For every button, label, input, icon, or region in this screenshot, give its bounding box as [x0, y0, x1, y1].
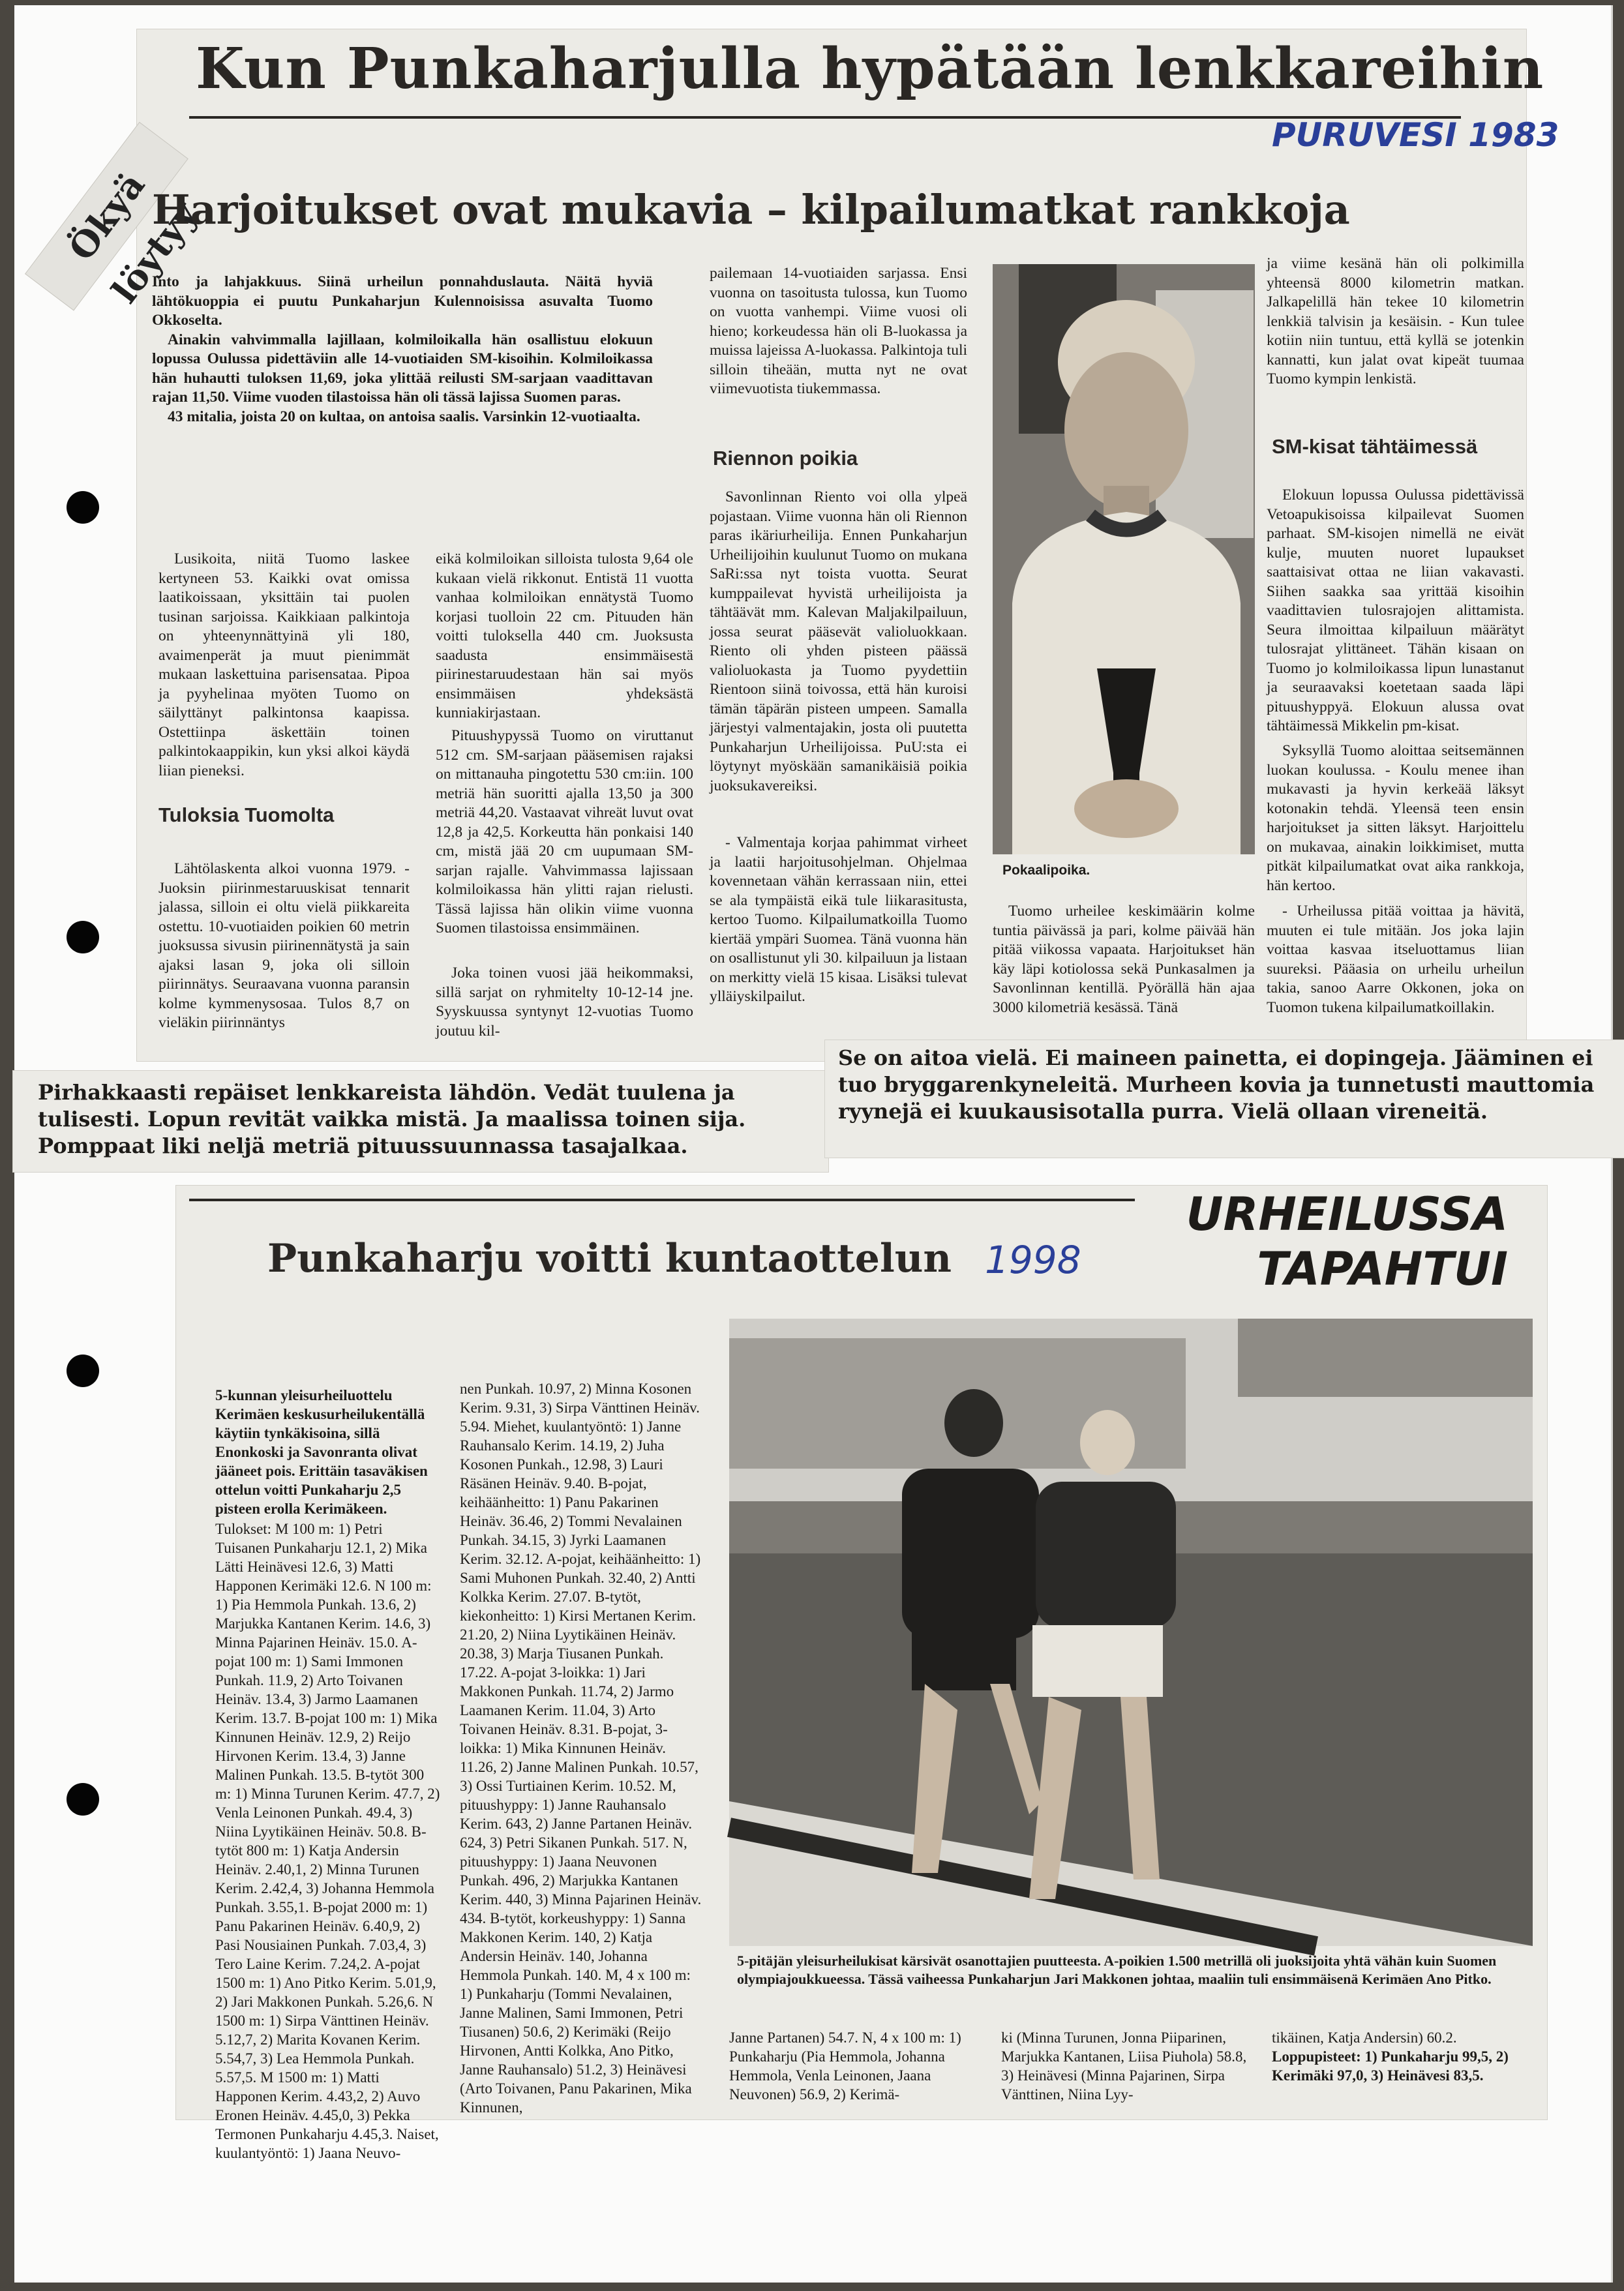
body-text: Lusikoita, niitä Tuomo laskee kertyneen 53. Kaikki ovat omissa laatikoissaan, yksittäin tai puolen tusinan sarjoissa. Kaikkiaan palkintoja on yhteenynnättyinä yli 180, avaimenperät ja muut pienimmät mukaan laskettuina parisensataa. Pipoa ja pyyhelinaa myöten Tuomo on säilyttänyt palkintonsa kaapissa. Ostettiinpa äskettäin toinen palkintokaappikin, kun yksi alkoi käydä liian pieneksi.	[158, 550, 410, 779]
subheading-tuloksia: Tuloksia Tuomolta	[158, 803, 335, 826]
body-column-4d	[1267, 902, 1524, 1032]
runners-photo	[729, 1319, 1533, 1946]
body-column-4c	[1267, 741, 1524, 901]
body-text: Syksyllä Tuomo aloittaa seitsemännen luokan koulussa. - Koulu menee ihan mukavasti ja hyvin kerkeää läksyt kotonakin tehdä. Yleensä teen ensin harjoitukset ja sitten läksyt. Harjoittelu on mukavaa, ainakin loikkimiset, mutta pitkät kilpailumatkat ovat aika rankkoja, hän kertoo.	[1267, 742, 1524, 894]
punch-hole	[67, 1355, 99, 1387]
lead-paragraph: Ainakin vahvimmalla lajillaan, kolmiloikalla hän osallistuu elokuun lopussa Oulussa pidettäviin alle 14-vuotiaiden SM-kisoihin. Kolmiloikassa hän huhautti tuloksen 11,69, joka ylittää reilusti SM-sarjaan vaadittavan rajan 11,50. Viime vuoden tilastoissa hän oli tässä lajissa Suomen paras.	[152, 331, 653, 406]
trophy-portrait-image	[993, 264, 1255, 854]
body-column-3c	[710, 833, 967, 1029]
body-column-2c	[436, 964, 693, 1042]
body-text: Lähtölaskenta alkoi vuonna 1979. - Juoksin piirinmestaruuskisat tennarit jalassa, silloin ei oltu vielä piikkareita ostettu. 10-vuotiaiden poikien 60 metrin juoksussa sivusin piirinennätystä ja sain ajaksi lasan 9, joka oli silloin piirinnätys. Seuraavana vuonna paransin kolme kymmenysosaa. Tulos 8,7 on vieläkin piirinnäntys	[158, 860, 410, 1031]
handwritten-source-note: PURUVESI 1983	[1272, 116, 1559, 154]
body-text: - Valmentaja korjaa pahimmat virheet ja laatii harjoitusohjelman. Ohjelmaa kovennetaan vähän kerrassaan niin, ettei se ala tympäistä eikä tule liikarasitusta, kertoo Tuomo. Kilpailumatkoilla Tuomo kiertää ympäri Suomea. Tänä vuonna hän on osallistunut yli 30. kilpailuun ja listaan on merkitty vielä 15 kisaa. Lisäksi tulevat ylläiyskilpailut.	[710, 834, 967, 1005]
body-text: eikä kolmiloikan silloista tulosta 9,64 ole kukaan vielä rikkonut. Entistä 11 vuotta vanhaa kolmiloikan ennätystä Tuomo korjasi tuolloin 22 cm. Pituuden hän voitti tuloksella 440 cm. Juoksusta saadusta ensimmäisestä piirinestaruudestaan hän sai myös ensimmäisen yhdeksästä kunniakirjastaan.	[436, 550, 693, 721]
tape-label: Ökyä löytyy	[25, 122, 188, 311]
headline: Punkaharju voitti kuntaottelun	[267, 1236, 952, 1281]
runners-image	[729, 1319, 1533, 1946]
poem-text-right: Se on aitoa vielä. Ei maineen painetta, ei dopingeja. Jääminen ei tuo bryggarenkyneleitä. Murheen kovia ja tunnetusti mauttomia ryynejä ei kuukausisotalla purra. Vielä ollaan vireneitä.	[838, 1045, 1595, 1124]
lead-paragraph: 43 mitalia, joista 20 on kultaa, on antoisa saalis. Varsinkin 12-vuotiaalta.	[168, 408, 640, 425]
body-column-3	[710, 264, 967, 414]
results-text: tikäinen, Katja Andersin) 60.2.	[1272, 2029, 1457, 2046]
subheading-riennon: Riennon poikia	[713, 447, 858, 470]
body-column-1	[158, 550, 410, 778]
results-text: ki (Minna Turunen, Jonna Piiparinen, Marjukka Kantanen, Liisa Piuhola) 58.8, 3) Heinävesi (Minna Pajarinen, Sirpa Vänttinen, Niina Lyy-	[1001, 2029, 1247, 2103]
body-text: Tuomo urheilee keskimäärin kolme tuntia päivässä ja pari, kolme päivää hän pitää viikossa vapaata. Harjoitukset hän käy läpi kotiolossa sekä Punkasalmen ja Savonlinnan kentillä. Pyörällä hän ajaa 3000 kilometriä kesässä. Tänä	[993, 903, 1255, 1016]
body-text: Pituushypyssä Tuomo on viruttanut 512 cm. SM-sarjaan pääsemisen rajaksi on mittanauha pingotettu 530 cm:iin. 100 metriä hän suoritti ajalla 13,50 ja 300 metriä 44,20. Vastaavat vihreät luvut ovat 12,8 ja 42,5. Korkeutta hän ponkaisi 140 cm, mistä jää 20 cm uupumaan SM-sarjan rajalle. Vahvimmassa lajissaan kolmiloikassa hän ylitti rajan rielusti. Tässä lajissa hän olikin viime vuonna Suomen tilastoissa ensimmäinen.	[436, 727, 693, 936]
subheading-sm-kisat: SM-kisat tähtäimessä	[1272, 435, 1478, 458]
body-text: Elokuun lopussa Oulussa pidettävissä Vetoapukisoissa kilpailevat Suomen parhaat. SM-kisojen nimellä ne eivät kulje, muuten nuoret lupaukset saattaisivat ottaa ne liian vakavasti. Siihen saakka saa yrittää kisoihin vaadittavien tulosrajojen alittamista. Seura ilmoittaa kilpailuun määrätyt tulosrajat ylittäneet. Tähän kisaan on Tuomo jo kolmiloikassa lipun lunastanut ja seuraavaksi koetetaan saada läpi pituushyppyä. Elokuun alussa ovat tähtäimessä Mikkelin pm-kisat.	[1267, 487, 1524, 734]
results-text: nen Punkah. 10.97, 2) Minna Kosonen Kerim. 9.31, 3) Sirpa Vänttinen Heinäv. 5.94. Miehet, kuulantyöntö: 1) Janne Rauhansalo Kerim. 14.19, 2) Juha Kosonen Punkah., 12.98, 3) Lauri Räsänen Heinäv. 9.40. B-pojat, keihäänheitto: 1) Panu Pakarinen Heinäv. 36.46, 2) Tommi Nevalainen Punkah. 34.15, 3) Jyrki Laamanen Kerim. 32.12. A-pojat, keihäänheitto: 1) Sami Muhonen Punkah. 32.40, 2) Antti Kolkka Kerim. 27.07. B-tytöt, kiekonheitto: 1) Kirsi Mertanen Kerim. 21.20, 2) Niina Lyytikäinen Heinäv. 20.38, 3) Marja Tiusanen Punkah. 17.22. A-pojat 3-loikka: 1) Jari Makkonen Punkah. 11.74, 2) Jarmo Laamanen Kerim. 11.04, 3) Arto Toivanen Heinäv. 8.31. B-pojat, 3-loikka: 1) Mika Kinnunen Heinäv. 11.26, 2) Janne Malinen Punkah. 10.57, 3) Ossi Turtiainen Kerim. 10.52. M, pituushyppy: 1) Janne Rauhansalo Kerim. 643, 2) Janne Partanen Heinäv. 624, 3) Petri Sikanen Punkah. 517. N, pituushyppy: 1) Jaana Neuvonen Punkah. 496, 2) Marjukka Kantanen Kerim. 440, 3) Minna Pajarinen Heinäv. 434. B-tytöt, korkeushyppy: 1) Sanna Makkonen Kerim. 140, 2) Katja Andersin Heinäv. 140, Johanna Hemmola Punkah. 140. M, 4 x 100 m: 1) Punkaharju (Tommi Nevalainen, Janne Malinen, Sami Immonen, Petri Tiusanen) 50.6, 2) Kerimäki (Reijo Hirvonen, Antti Kolkka, Ano Pitko, Janne Rauhansalo) 51.2, 3) Heinävesi (Arto Toivanen, Panu Pakarinen, Mika Kinnunen,	[460, 1381, 702, 2116]
article-lead	[152, 273, 653, 504]
section-rule	[189, 1199, 1135, 1201]
body-column-2b	[436, 726, 693, 965]
photo-caption: Pokaalipoika.	[1002, 863, 1090, 878]
body-text: Joka toinen vuosi jää heikommaksi, sillä sarjat on ryhmitelty 10-12-14 jne. Syyskuussa syntynyt 12-vuotias Tuomo joutuu kil-	[436, 965, 693, 1040]
body-text: ja viime kesänä hän oli polkimilla yhteensä 8000 kilometrin matkan. Jalkapelillä hän tekee 10 kilometrin lenkkiä talvisin ja kesäisin. - Kun tulee kotiin niin tuntuu, että kyllä se jotenkin kannatti, kun jalat ovat kipeät tuumaa Tuomo kympin lenkistä.	[1267, 255, 1524, 387]
poem-text-left: Pirhakkaasti repäiset lenkkareista lähdön. Vedät tuulena ja tulisesti. Lopun revität vaikka mistä. Ja maalissa toinen sija. Pomppaat liki neljä metriä pituussuunnassa tasajalkaa.	[38, 1080, 746, 1158]
results-column-4	[1001, 2028, 1249, 2106]
punch-hole	[67, 921, 99, 953]
results-column-5	[1272, 2028, 1520, 2106]
results-column-1	[215, 1386, 440, 2161]
punch-hole	[67, 1783, 99, 1816]
body-column-4	[1267, 254, 1524, 408]
article-lead: 5-kunnan yleisurheiluottelu Kerimäen keskusurheilukentällä käytiin tynkäkisoina, sillä Enonkoski ja Savonranta olivat jääneet pois. Erittäin tasaväkisen ottelun voitti Punkaharju 2,5 pisteen erolla Kerimäkeen.	[215, 1387, 428, 1517]
body-column-3b	[710, 488, 967, 833]
punch-hole	[67, 491, 99, 524]
section-title	[1109, 1187, 1508, 1296]
final-points: Loppupisteet: 1) Punkaharju 99,5, 2) Kerimäki 97,0, 3) Heinävesi 83,5.	[1272, 2048, 1509, 2084]
body-column-1b	[158, 860, 410, 1045]
results-text: Janne Partanen) 54.7. N, 4 x 100 m: 1) Punkaharju (Pia Hemmola, Johanna Hemmola, Venla Leinonen, Jaana Neuvonen) 56.9, 2) Kerimä-	[729, 2029, 961, 2103]
lead-paragraph: Into ja lahjakkuus. Siinä urheilun ponnahduslauta. Näitä hyviä lähtökuoppia ei puutu Punkaharjun Kulennoisissa asuvalta Tuomo Okkoselta.	[152, 273, 653, 329]
body-text: pailemaan 14-vuotiaiden sarjassa. Ensi vuonna on tasoitusta tulossa, kun Tuomo on vuotta vanhempi. Viime vuosi oli hieno; korkeudessa hän oli B-luokassa ja muissa lajeissa A-luokassa. Palkintoja tuli silloin tiheään, mutta nyt ne ovat viimevuotista tiukemmassa.	[710, 265, 967, 397]
trophy-portrait-photo	[993, 264, 1255, 854]
subheadline: Harjoitukset ovat mukavia – kilpailumatkat rankkoja	[152, 186, 1350, 233]
body-column-4b	[1267, 486, 1524, 740]
body-column-3d	[993, 902, 1255, 1032]
photo-caption: 5-pitäjän yleisurheilukisat kärsivät osanottajien puutteesta. A-poikien 1.500 metrillä oli juoksijoita yhtä vähän kuin Suomen olympiajoukkueessa. Tässä vaiheessa Punkaharjun Jari Makkonen johtaa, maaliin tuli ensimmäisenä Kerimäen Ano Pitko.	[737, 1953, 1497, 1987]
results-text: Tulokset: M 100 m: 1) Petri Tuisanen Punkaharju 12.1, 2) Mika Lätti Heinävesi 12.6, 3) Matti Happonen Kerimäki 12.6. N 100 m: 1) Pia Hemmola Punkah. 13.6, 2) Marjukka Kantanen Kerim. 14.6, 3) Minna Pajarinen Heinäv. 15.0. A-pojat 100 m: 1) Sami Immonen Punkah. 11.9, 2) Arto Toivanen Heinäv. 13.4, 3) Jarmo Laamanen Kerim. 13.7. B-pojat 100 m: 1) Mika Kinnunen Heinäv. 12.9, 2) Reijo Hirvonen Kerim. 13.4, 3) Janne Malinen Punkah. 13.5. B-tytöt 300 m: 1) Minna Turunen Kerim. 47.7, 2) Venla Leinonen Punkah. 49.4, 3) Niina Lyytikäinen Heinäv. 50.8. B-tytöt 800 m: 1) Katja Andersin Heinäv. 2.40,1, 2) Minna Turunen Kerim. 2.42,4, 3) Johanna Hemmola Punkah. 3.55,1. B-pojat 2000 m: 1) Panu Pakarinen Heinäv. 6.40,9, 2) Pasi Nousiainen Punkah. 7.03,4, 3) Tero Laine Kerim. 7.24,2. A-pojat 1500 m: 1) Ano Pitko Kerim. 5.01,9, 2) Jari Makkonen Punkah. 5.26,6. N 1500 m: 1) Sirpa Vänttinen Heinäv. 5.12,7, 2) Marita Kovanen Kerim. 5.54,7, 3) Lea Hemmola Punkah. 5.57,5. M 1500 m: 1) Matti Happonen Kerim. 4.43,2, 2) Auvo Eronen Heinäv. 4.45,0, 3) Pekka Termonen Punkaharju 4.45,3. Naiset, kuulantyöntö: 1) Jaana Neuvo-	[215, 1521, 440, 2161]
results-column-3	[729, 2028, 984, 2106]
results-column-2	[460, 1379, 704, 2116]
body-column-2	[436, 550, 693, 739]
headline: Kun Punkaharjulla hypätään lenkkareihin	[196, 36, 1544, 102]
body-text: Savonlinnan Riento voi olla ylpeä pojastaan. Viime vuonna hän oli Riennon paras ikäriurheilija. Ennen Punkaharjun Urheilijoihin kuulunut Tuomo on mukana SaRi:ssa nyt toista vuotta. Seurat kumppailevat hyvistä urheilijoista ja tähtäävät mm. Kalevan Maljakilpailuun, jossa seurat pääsevät valioluokkaan. Riento oli yhden pisteen päässä valioluokasta ja Tuomo pyydettiin Rientoon siinä toivossa, että hän kuroisi tämän täpärän pisteen umpeen. Samalla järjestyi valmentajakin, josta oli puutetta Punkaharjun Urheilijoissa. PuU:sta ei löytynyt myöskään samanikäisiä poikia juoksukavereiksi.	[710, 488, 967, 794]
section-title-line2: TAPAHTUI	[1257, 1242, 1508, 1296]
section-title-line1: URHEILUSSA	[1186, 1188, 1508, 1241]
headline-rule	[189, 116, 1461, 119]
handwritten-year: 1998	[985, 1238, 1081, 1282]
body-text: - Urheilussa pitää voittaa ja hävitä, muuten ei tule mitään. Jos joka lajin voittaa kasvaa itseluottamus liian suureksi. Pääasia on urheilu urheilun takia, sanoo Aarre Okkonen, joka on Tuomon tukena kilpailumatkoillakin.	[1267, 903, 1524, 1016]
